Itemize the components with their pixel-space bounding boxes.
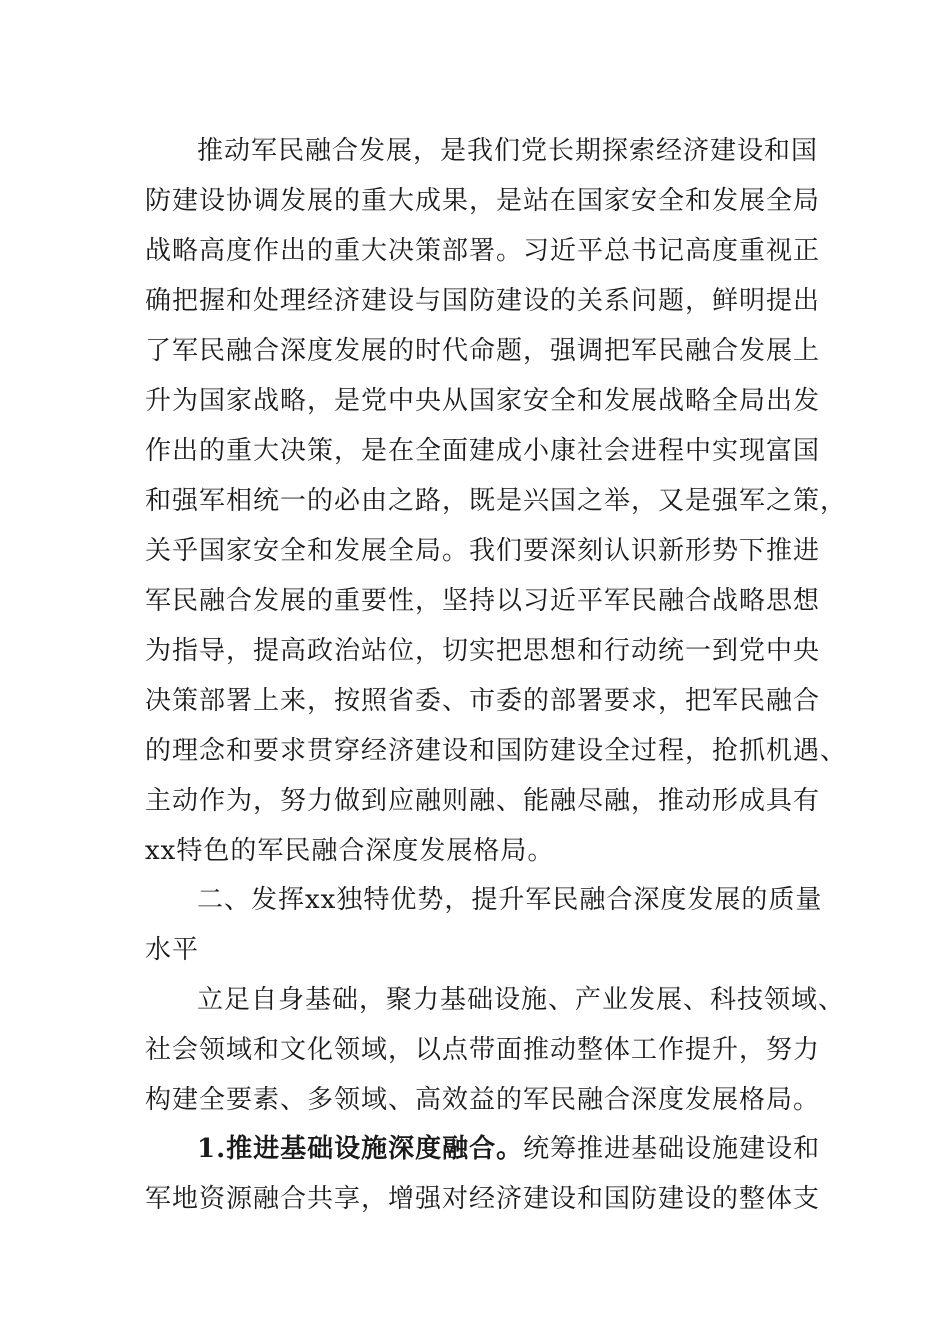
paragraph-1-line-14 — [145, 781, 950, 821]
paragraph-1-line-15 — [145, 831, 950, 871]
text: 为指导，提高政治站位，切实把思想和行动统一到党中央 — [145, 636, 821, 666]
subheading-bold: 1.推进基础设施深度融合。 — [197, 1134, 524, 1164]
paragraph-1-line-8 — [145, 481, 950, 521]
paragraph-2-line-1 — [197, 980, 950, 1020]
text: 的理念和要求贯穿经济建设和国防建设全过程，抢抓机遇、 — [145, 736, 848, 766]
paragraph-2-line-3 — [145, 1080, 950, 1120]
text: 立足自身基础，聚力基础设施、产业发展、科技领域、 — [197, 985, 846, 1015]
text: 升为国家战略，是党中央从国家安全和发展战略全局出发 — [145, 386, 821, 416]
paragraph-1-line-1 — [197, 131, 950, 171]
text: 作出的重大决策，是在全面建成小康社会进程中实现富国 — [145, 436, 821, 466]
paragraph-1-line-9 — [145, 531, 950, 571]
paragraph-3-line-2 — [145, 1179, 950, 1219]
text: 水平 — [145, 935, 200, 965]
text: 了军民融合深度发展的时代命题，强调把军民融合发展上 — [145, 336, 821, 366]
text: 构建全要素、多领域、高效益的军民融合深度发展格局。 — [145, 1085, 821, 1115]
paragraph-2-line-2 — [145, 1030, 950, 1070]
text: 决策部署上来，按照省委、市委的部署要求，把军民融合 — [145, 686, 821, 716]
paragraph-1-line-3 — [145, 231, 950, 271]
text: 推动军民融合发展，是我们党长期探索经济建设和国 — [197, 136, 819, 166]
text: 统筹推进基础设施建设和 — [523, 1134, 821, 1164]
text: 二、发挥xx独特优势，提升军民融合深度发展的质量 — [197, 885, 823, 915]
text: 军民融合发展的重要性，坚持以习近平军民融合战略思想 — [145, 586, 821, 616]
paragraph-1-line-6 — [145, 381, 950, 421]
paragraph-1-line-4 — [145, 281, 950, 321]
paragraph-1-line-13 — [145, 731, 950, 771]
text: 关乎国家安全和发展全局。我们要深刻认识新形势下推进 — [145, 536, 821, 566]
paragraph-1-line-2 — [145, 181, 950, 221]
text: 确把握和处理经济建设与国防建设的关系问题，鲜明提出 — [145, 286, 821, 316]
text: 和强军相统一的必由之路，既是兴国之举，又是强军之策， — [145, 486, 848, 516]
text: 军地资源融合共享，增强对经济建设和国防建设的整体支 — [145, 1184, 821, 1214]
paragraph-3-line-1 — [197, 1129, 950, 1169]
paragraph-1-line-10 — [145, 581, 950, 621]
text: 主动作为，努力做到应融则融、能融尽融，推动形成具有 — [145, 786, 821, 816]
text: 战略高度作出的重大决策部署。习近平总书记高度重视正 — [145, 236, 821, 266]
text: 防建设协调发展的重大成果，是站在国家安全和发展全局 — [145, 186, 821, 216]
section-heading-line-2 — [145, 930, 950, 970]
paragraph-1-line-12 — [145, 681, 950, 721]
paragraph-1-line-11 — [145, 631, 950, 671]
text: xx特色的军民融合深度发展格局。 — [145, 836, 555, 866]
paragraph-1-line-5 — [145, 331, 950, 371]
section-heading-line-1 — [197, 880, 950, 920]
paragraph-1-line-7 — [145, 431, 950, 471]
text: 社会领域和文化领域，以点带面推动整体工作提升，努力 — [145, 1035, 821, 1065]
